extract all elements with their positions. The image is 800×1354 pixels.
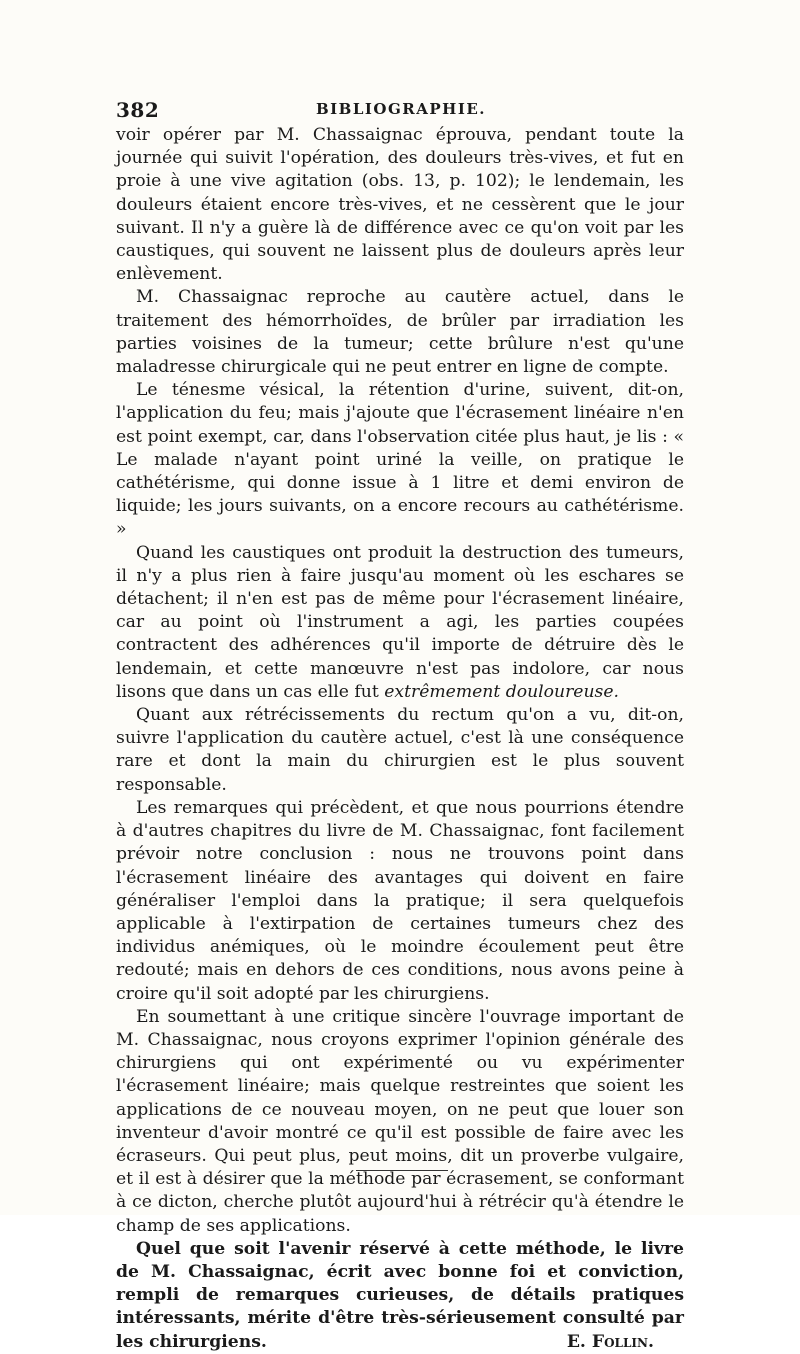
author-signature: E. Follin. (566, 1331, 654, 1352)
closing-rule (356, 1170, 448, 1171)
page-header (116, 98, 686, 124)
running-head: BIBLIOGRAPHIE. (315, 100, 487, 118)
paragraph: M. Chassaignac reproche au cautère actuel, dans le traitement des hémorrhoïdes, de brûler par irradiation les parties voisines de la tumeur; cette brûlure n'est qu'une maladresse chirurgicale qui ne peut entrer en ligne de compte. (116, 287, 684, 378)
paragraph: Quant aux rétrécissements du rectum qu'on a vu, dit-on, suivre l'application du cautère actuel, c'est là une conséquence rare et dont la main du chirurgien est le plus souvent responsable. (116, 705, 684, 795)
paragraph: voir opérer par M. Chassaignac éprouva, pendant toute la journée qui suivit l'opération, des douleurs très-vives, et fut en proie à une vive agitation (obs. 13, p. 102); le lendemain, les douleurs étaient encore très-vives, et ne cessèrent que le jour suivant. Il n'y a guère là de différence avec ce qu'on voit par les caustiques, qui souvent ne laissent plus de douleurs après leur enlèvement. (116, 125, 684, 285)
paragraph-text: Quand les caustiques ont produit la destruction des tumeurs, il n'y a plus rien à faire jusqu'au moment où les eschares se détachent; il n'en est pas de même pour l'écrasement linéaire, car au point où l'instrument a agi, les parties coupées contractent des adhérences qu'il importe de détruire dès le lendemain, et cette manœuvre n'est pas indolore, car nous lisons que dans un cas elle fut (116, 542, 684, 702)
emphasis-text: extrêmement douloureuse. (384, 681, 619, 702)
closing-text: Quel que soit l'avenir réservé à cette méthode, le livre de M. Chassaignac, écrit avec bonne foi et conviction, rempli de remarques curieuses, de détails pratiques intéressants, mérite d'être très-sérieusement consulté par les chirurgiens. (116, 1238, 684, 1352)
paragraph: En soumettant à une critique sincère l'ouvrage important de M. Chassaignac, nous croyons exprimer l'opinion générale des chirurgiens qui ont expérimenté ou vu expérimenter l'écrasement linéaire; mais quelque restreintes que soient les applications de ce nouveau moyen, on ne peut que louer son inventeur d'avoir montré ce qu'il est possible de faire avec les écraseurs. Qui peut plus, peut moins, dit un proverbe vulgaire, et il est à désirer que la méthode par écrasement, se conformant à ce dicton, cherche plutôt aujourd'hui à rétrécir qu'à étendre le champ de ses applications. (116, 1006, 684, 1236)
paragraph (116, 542, 684, 704)
paragraph: Le ténesme vésical, la rétention d'urine, suivent, dit-on, l'application du feu; mais j'ajoute que l'écrasement linéaire n'en est point exempt, car, dans l'observation citée plus haut, je lis : « Le malade n'ayant point uriné la veille, on pratique le cathétérisme, qui donne issue à 1 litre et demi environ de liquide; les jours suivants, on a encore recours au cathétérisme. » (116, 380, 684, 540)
page-number: 382 (116, 98, 160, 122)
closing-paragraph (116, 1238, 684, 1354)
paragraph: Les remarques qui précèdent, et que nous pourrions étendre à d'autres chapitres du livre de M. Chassaignac, font facilement prévoir notre conclusion : nous ne trouvons point dans l'écrasement linéaire des avantages qui doivent en faire généraliser l'emploi dans la pratique; il sera quelquefois applicable à l'extirpation de certaines tumeurs chez des individus anémiques, où le moindre écoulement peut être redouté; mais en dehors de ces conditions, nous avons peine à croire qu'il soit adopté par les chirurgiens. (116, 797, 684, 1004)
